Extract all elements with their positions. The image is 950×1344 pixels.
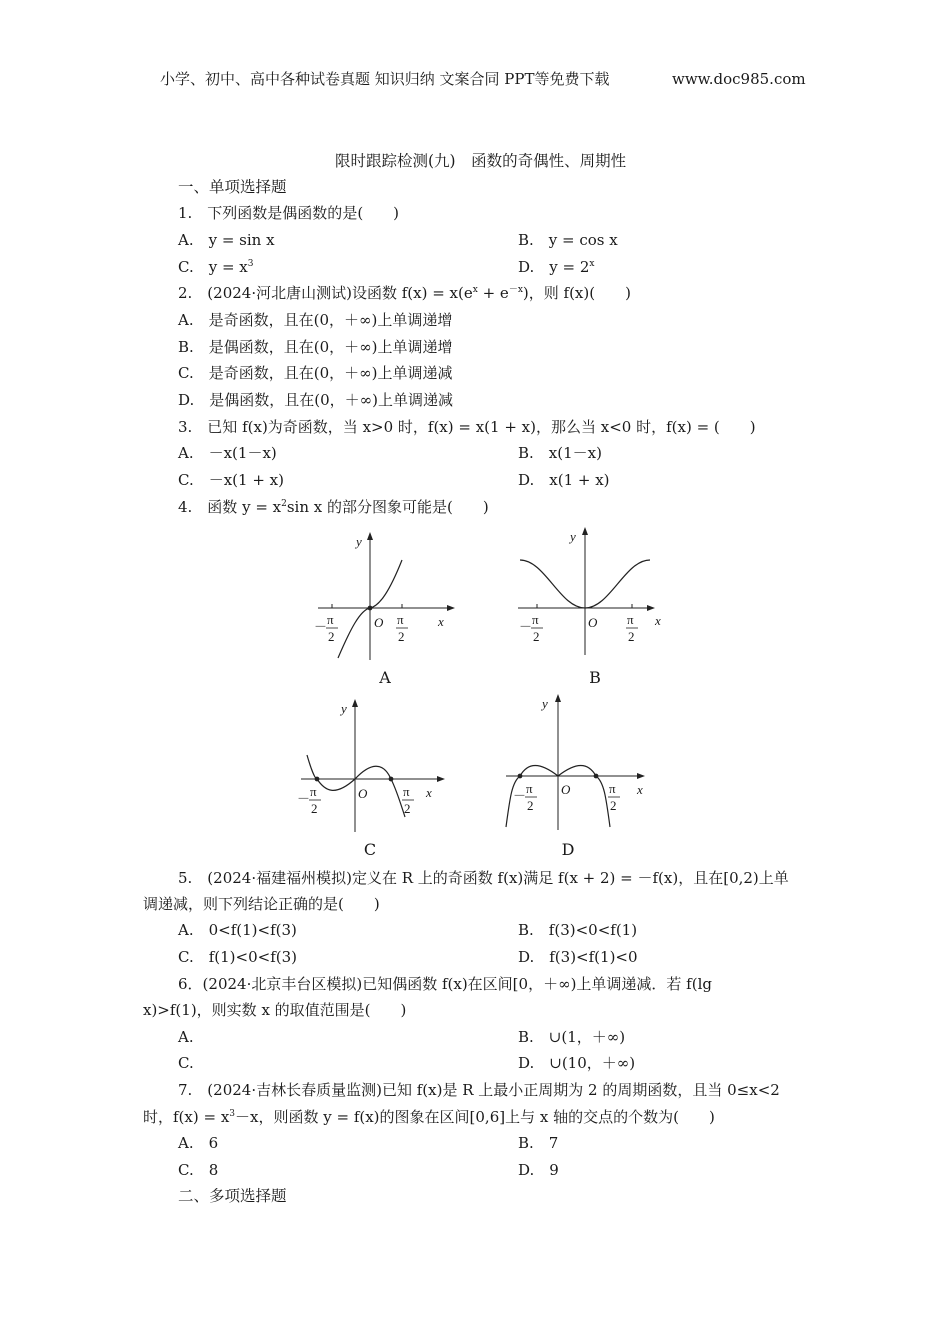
q6-stem-line1: 6．(2024·北京丰台区模拟)已知偶函数 f(x)在区间[0，＋∞)上单调递减．若 f(lg	[178, 975, 712, 993]
q7-option-a: A. 6	[178, 1134, 219, 1152]
two-label: 2	[328, 629, 335, 644]
pi-label: π	[310, 784, 317, 799]
graph-c-caption: C	[363, 840, 377, 859]
q2-option-d: D. 是偶函数，且在(0，＋∞)上单调递减	[178, 391, 454, 409]
pi-label: π	[526, 781, 533, 796]
x-axis-arrow	[437, 776, 445, 782]
q7-stem-line1: 7. (2024·吉林长春质量监测)已知 f(x)是 R 上最小正周期为 2 的周期函数，且当 0≤x<2	[178, 1081, 780, 1099]
origin-label: O	[358, 786, 368, 801]
y-axis-arrow	[352, 699, 358, 707]
neg-sign: －	[513, 788, 527, 803]
y-label: y	[570, 529, 576, 544]
two-label: 2	[610, 798, 617, 813]
q3-option-a: A. －x(1－x)	[178, 444, 277, 462]
q2-option-c: C. 是奇函数，且在(0，＋∞)上单调递减	[178, 364, 453, 382]
x-label: x	[637, 782, 643, 797]
page-title: 限时跟踪检测(九) 函数的奇偶性、周期性	[335, 152, 627, 170]
pi-label: π	[327, 612, 334, 627]
neg-sign: －	[314, 619, 328, 634]
point-neg-half-pi	[315, 777, 320, 782]
q5-option-a: A. 0<f(1)<f(3)	[178, 921, 297, 939]
q7-stem-line2: 时，$f(x) = x^3-x$，则函数 y = f(x)的图象在区间[0,6]上与 x 轴的交点的个数为( )	[143, 1108, 715, 1126]
q6-option-a: A.	[178, 1028, 194, 1046]
q3-option-d: D. x(1 + x)	[518, 471, 610, 489]
q5-stem-line2: 调递减，则下列结论正确的是( )	[143, 895, 380, 913]
q1-option-a: A. y = sin x	[178, 231, 275, 249]
pi-label: π	[397, 612, 404, 627]
q7-option-b: B. 7	[518, 1134, 559, 1152]
q5-option-c: C. f(1)<0<f(3)	[178, 948, 297, 966]
point-neg-half-pi	[518, 774, 523, 779]
neg-sign: －	[297, 791, 311, 806]
graph-c	[295, 697, 445, 832]
neg-sign: －	[519, 619, 533, 634]
two-label: 2	[527, 798, 534, 813]
x-label: x	[655, 613, 661, 628]
y-label: y	[356, 534, 362, 549]
x-label: x	[426, 785, 432, 800]
q1-stem: 1. 下列函数是偶函数的是( )	[178, 204, 400, 222]
two-label: 2	[628, 629, 635, 644]
q5-option-d: D. f(3)<f(1)<0	[518, 948, 638, 966]
two-label: 2	[311, 801, 318, 816]
q1-option-d: D. $y = 2^x$	[518, 258, 595, 276]
y-axis-arrow	[555, 694, 561, 702]
x-axis-arrow	[637, 773, 645, 779]
q6-option-c: C.	[178, 1054, 194, 1072]
origin-label: O	[588, 615, 598, 630]
q2-option-a: A. 是奇函数，且在(0，＋∞)上单调递增	[178, 311, 453, 329]
graph-a-caption: A	[379, 668, 391, 687]
y-axis-arrow	[582, 527, 588, 535]
header-text: 小学、初中、高中各种试卷真题 知识归纳 文案合同 PPT等免费下载	[160, 70, 610, 88]
point-half-pi	[389, 777, 394, 782]
q7-option-d: D. 9	[518, 1161, 559, 1179]
header-site-link[interactable]: www.doc985.com	[672, 70, 806, 88]
y-label: y	[542, 696, 548, 711]
pi-label: π	[403, 784, 410, 799]
q3-stem: 3. 已知 f(x)为奇函数，当 x>0 时，f(x) = x(1 + x)，那么当 x<0 时，f(x) = ( )	[178, 418, 756, 436]
point-half-pi	[594, 774, 599, 779]
graph-b	[510, 525, 660, 660]
q3-option-b: B. x(1－x)	[518, 444, 602, 462]
q1-option-c: C. $y = x^3$	[178, 258, 254, 276]
two-label: 2	[404, 801, 411, 816]
q5-stem-line1: 5. (2024·福建福州模拟)定义在 R 上的奇函数 f(x)满足 f(x + 2) = －f(x)，且在[0,2)上单	[178, 869, 789, 887]
y-axis-arrow	[367, 532, 373, 540]
q1-option-b: B. y = cos x	[518, 231, 618, 249]
y-label: y	[341, 701, 347, 716]
q6-option-b: B. ∪(1，＋∞)	[518, 1028, 626, 1046]
q3-option-c: C. －x(1 + x)	[178, 471, 284, 489]
graph-d-caption: D	[561, 840, 575, 859]
curve	[307, 755, 405, 817]
pi-label: π	[532, 612, 539, 627]
x-label: x	[438, 614, 444, 629]
x-axis-arrow	[447, 605, 455, 611]
q4-stem: 4. 函数 $y = x^2\sin$ x 的部分图象可能是( )	[178, 498, 489, 516]
pi-label: π	[627, 612, 634, 627]
graph-a	[310, 530, 460, 665]
q7-option-c: C. 8	[178, 1161, 219, 1179]
pi-label: π	[609, 781, 616, 796]
q2-option-b: B. 是偶函数，且在(0，＋∞)上单调递增	[178, 338, 453, 356]
graph-d	[500, 692, 650, 827]
q2-stem: 2. (2024·河北唐山测试)设函数 $f(x) = x(e^x + e^{-x})$，则 f(x)( )	[178, 284, 631, 302]
origin-label: O	[561, 782, 571, 797]
q6-option-d: D. ∪(10，＋∞)	[518, 1054, 636, 1072]
two-label: 2	[398, 629, 405, 644]
origin-point	[368, 606, 373, 611]
two-label: 2	[533, 629, 540, 644]
q6-stem-line2: x)>f(1)，则实数 x 的取值范围是( )	[143, 1001, 407, 1019]
q5-option-b: B. f(3)<0<f(1)	[518, 921, 638, 939]
section-single-choice: 一、单项选择题	[178, 178, 287, 196]
origin-label: O	[374, 615, 384, 630]
graph-b-caption: B	[589, 668, 601, 687]
section-multi-choice: 二、多项选择题	[178, 1187, 287, 1205]
x-axis-arrow	[647, 605, 655, 611]
